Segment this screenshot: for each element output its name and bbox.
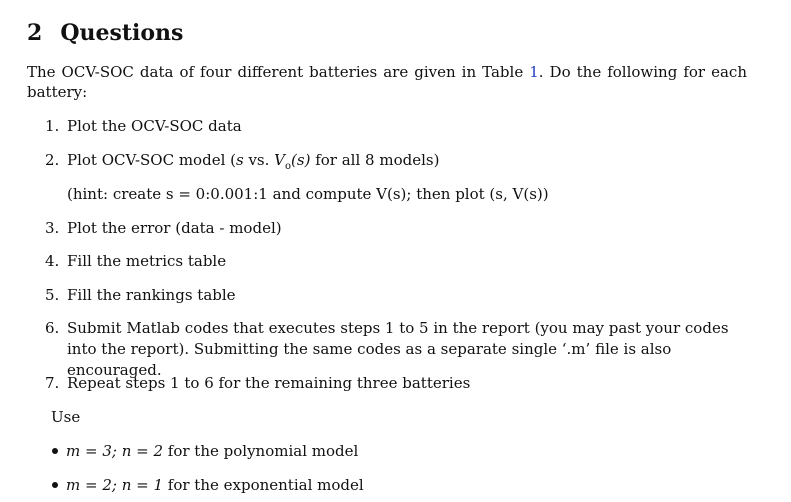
bullet-math: m = 3; n = 2: [66, 442, 164, 460]
item-text-part: for all 8 models): [310, 151, 440, 169]
list-item-number: 1.: [45, 117, 60, 135]
list-item-number: 3.: [45, 219, 60, 237]
bullet-dot-icon: [52, 448, 58, 454]
list-item-text: Plot the error (data - model): [67, 219, 282, 237]
list-item-text: Fill the metrics table: [67, 252, 227, 270]
bullet-math: m = 2; n = 1: [66, 476, 164, 494]
bullet-item: [52, 475, 364, 496]
bullet-dot-icon: [52, 482, 58, 488]
bullet-item: [52, 441, 358, 462]
list-item-number: 5.: [45, 286, 60, 304]
list-item-text: [67, 150, 745, 177]
math-variable-v: V: [274, 151, 286, 169]
list-item-number: 6.: [45, 319, 60, 337]
list-item-number: 7.: [45, 374, 60, 392]
intro-paragraph: [27, 62, 747, 102]
bullet-text: for the exponential model: [163, 476, 364, 494]
intro-text-end: . Do the following for each battery:: [27, 63, 747, 101]
math-subscript: o: [285, 161, 292, 172]
bullet-text: for the polynomial model: [163, 442, 359, 460]
item-text-part: Plot OCV-SOC model (: [67, 151, 236, 169]
intro-text-start: The OCV-SOC data of four different batteries are given in Table: [27, 63, 530, 81]
section-number: 2: [27, 20, 43, 46]
section-title: Questions: [60, 20, 184, 46]
use-label: Use: [51, 408, 81, 426]
list-item-text: Submit Matlab codes that executes steps 1 to 5 in the report (you may past your codes into the report). Submitting the same codes as a separate single ‘.m’ file is also encouraged.: [67, 319, 729, 379]
list-item-number: 2.: [45, 151, 60, 169]
section-heading: [27, 20, 183, 46]
table-reference-link[interactable]: 1: [529, 63, 539, 81]
list-item-text: Fill the rankings table: [67, 286, 236, 304]
math-variable-s: s: [235, 151, 244, 169]
math-argument: (s): [291, 151, 311, 169]
list-item-number: 4.: [45, 252, 60, 270]
hint-text: (hint: create s = 0:0.001:1 and compute V(s); then plot (s, V(s)): [67, 185, 549, 203]
list-item-text: Repeat steps 1 to 6 for the remaining three batteries: [67, 374, 471, 392]
list-item-text: Plot the OCV-SOC data: [67, 117, 242, 135]
item-text-part: vs.: [243, 151, 275, 169]
